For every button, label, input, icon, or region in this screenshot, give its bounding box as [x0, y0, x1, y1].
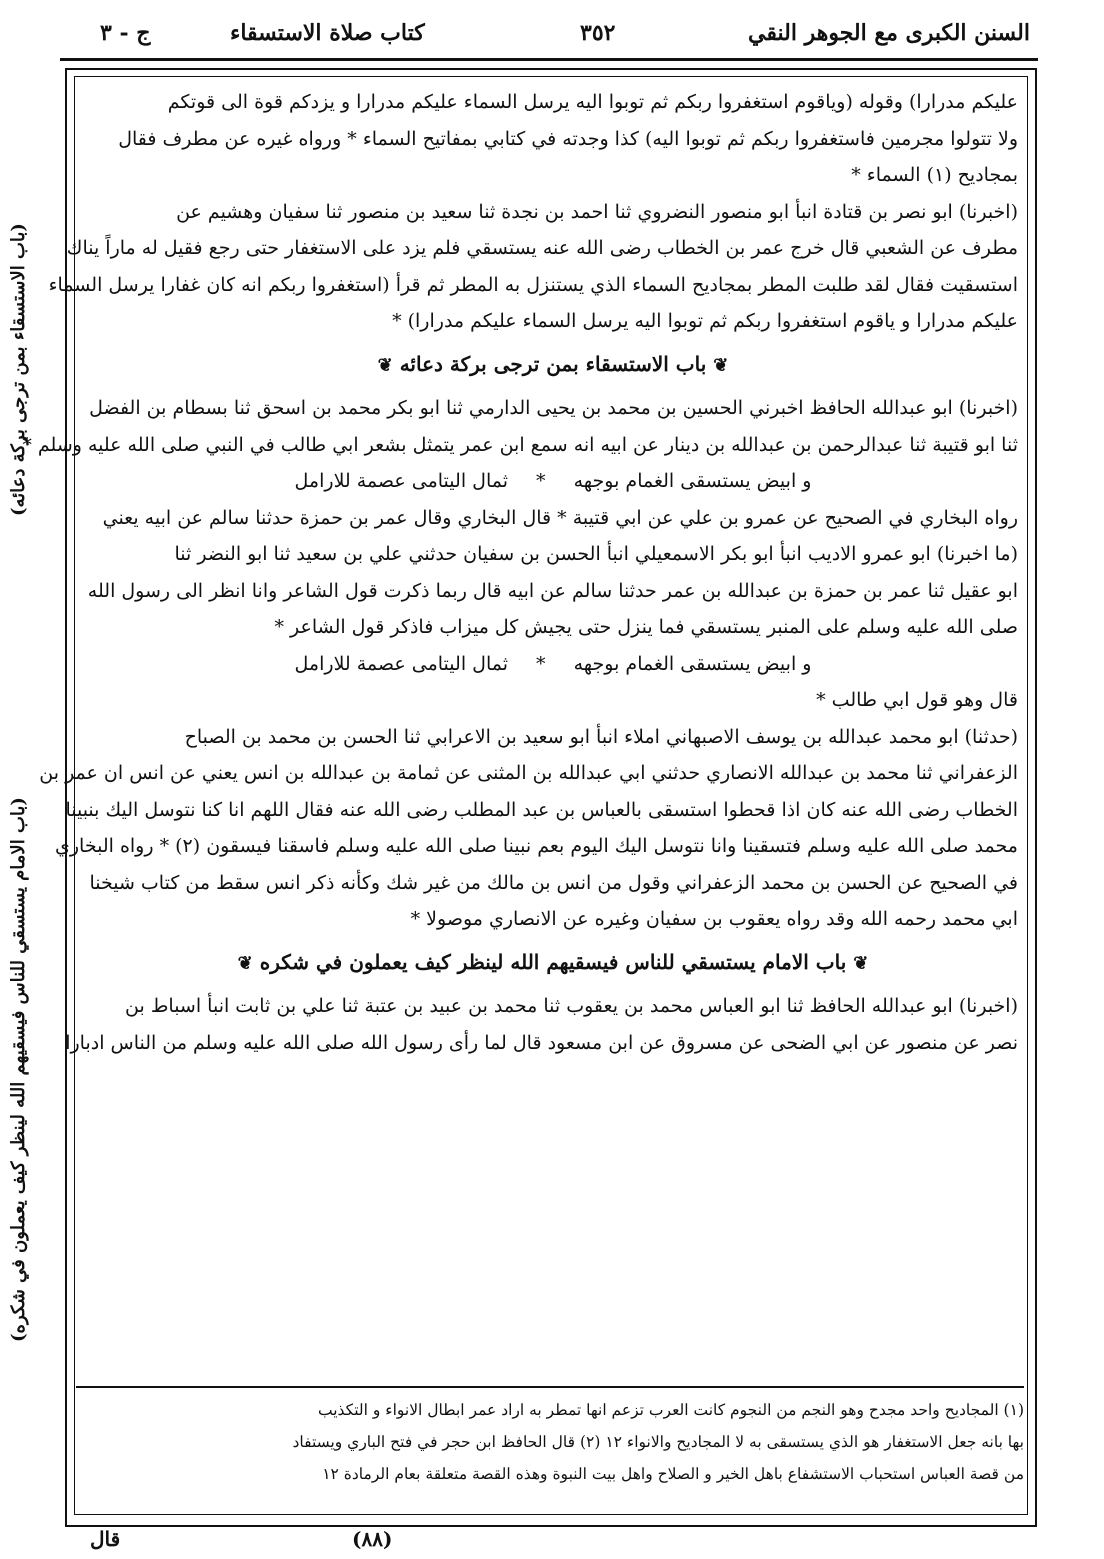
chapter-title: كتاب صلاة الاستسقاء [230, 20, 425, 46]
text-line: قال وهو قول ابي طالب * [816, 689, 1018, 711]
text-line: صلى الله عليه وسلم على المنبر يستسقي فما ينزل حتى يجيش كل ميزاب فاذكر قول الشاعر * [274, 616, 1018, 638]
paragraph [88, 682, 1018, 719]
text-line: استسقيت فقال لقد طلبت المطر بمجاديح السماء الذي يستنزل به المطر ثم قرأ (استغفروا ربكم انه كان غفارا يرسل السماء [48, 273, 1018, 296]
verse-separator: * [536, 652, 546, 675]
ornament-icon: ❦ [853, 952, 869, 974]
footnote-line: من قصة العباس استحباب الاستشفاع باهل الخير و الصلاح واهل بيت النبوة وهذه القصة متعلقة بعام الرمادة ١٢ [322, 1465, 1024, 1483]
running-header [60, 12, 1038, 61]
footer-page-number: (٨٨) [352, 1527, 393, 1551]
text-line: عليكم مدرارا و ياقوم استغفروا ربكم ثم توبوا اليه يرسل السماء عليكم مدرارا) * [392, 310, 1018, 332]
text-line: بمجاديح (١) السماء * [851, 164, 1018, 186]
text-line: ابي محمد رحمه الله وقد رواه يعقوب بن سفيان وغيره عن الانصاري موصولا * [410, 908, 1018, 930]
verse-hemistich-right: و ابيض يستسقى الغمام بوجهه [573, 470, 812, 492]
section-heading [88, 944, 1018, 983]
page-number: ٣٥٢ [580, 20, 616, 46]
text-line: مطرف عن الشعبي قال خرج عمر بن الخطاب رضى الله عنه يستسقي فلم يزد على الاستغفار حتى رجع فقيل له ماراً يناك [66, 237, 1018, 259]
main-text [22, 84, 1018, 1061]
poem-verse [88, 463, 1018, 500]
text-line: (ما اخبرنا) ابو عمرو الاديب انبأ ابو بكر الاسمعيلي انبأ الحسن بن سفيان حدثني علي بن سعيد ثنا ابو النضر ثنا [174, 543, 1018, 565]
text-line: رواه البخاري في الصحيح عن عمرو بن علي عن ابي قتيبة * قال البخاري وقال عمر بن حمزة حدثنا سالم عن ابيه يعني [102, 506, 1018, 529]
text-line: (اخبرنا) ابو عبدالله الحافظ اخبرني الحسين بن محمد بن يحيى الدارمي ثنا ابو بكر محمد بن اسحق ثنا بسطام بن الفضل [89, 397, 1018, 419]
ornament-icon: ❦ [377, 354, 393, 376]
ornament-icon: ❦ [713, 354, 729, 376]
paragraph [88, 500, 1018, 646]
section-heading-text: باب الامام يستسقي للناس فيسقيهم الله لينظر كيف يعملون في شكره [259, 949, 847, 974]
text-line: نصر عن منصور عن ابي الضحى عن مسروق عن ابن مسعود قال لما رأى رسول الله صلى الله عليه وسلم من الناس ادبارا [65, 1031, 1018, 1054]
footnote-line: (١) المجاديح واحد مجدح وهو النجم من النجوم كانت العرب تزعم انها تمطر به اراد عمر ابطال الانواء و التكذيب [318, 1401, 1024, 1419]
text-line: ولا تتولوا مجرمين فاستغفروا ربكم ثم توبوا اليه) كذا وجدته في كتابي بمفاتيح السماء * ورواه غيره عن مطرف فقال [118, 127, 1018, 150]
poem-verse [88, 646, 1018, 683]
ornament-icon: ❦ [237, 952, 253, 974]
verse-hemistich-right: و ابيض يستسقى الغمام بوجهه [573, 652, 812, 675]
footnotes [76, 1386, 1024, 1490]
volume-label: ج - ٣ [100, 20, 151, 46]
text-line: محمد صلى الله عليه وسلم فتسقينا وانا نتوسل اليك اليوم بعم نبينا صلى الله عليه وسلم فاسقنا فيسقون (٢) * رواه البخاري [55, 835, 1018, 857]
text-line: (اخبرنا) ابو عبدالله الحافظ ثنا ابو العباس محمد بن يعقوب ثنا محمد بن عبيد بن عتبة ثنا علي بن ثابت انبأ اسباط بن [125, 995, 1018, 1017]
footnote-line: بها بانه جعل الاستغفار هو الذي يستسقى به لا المجاديح والانواء ١٢ (٢) قال الحافظ ابن حجر في فتح الباري ويستفاد [292, 1433, 1024, 1451]
paragraph [39, 719, 1018, 938]
text-line: عليكم مدرارا) وقوله (وياقوم استغفروا ربكم ثم توبوا اليه يرسل السماء عليكم مدرارا و يزدكم قوة الى قوتكم [167, 91, 1018, 113]
paragraph [65, 988, 1018, 1061]
paragraph [48, 194, 1018, 340]
margin-note-2: (باب الامام يستسقي للناس فيسقيهم الله لينظر كيف يعملون في شكره) [8, 797, 29, 1343]
text-line: ابو عقيل ثنا عمر بن حمزة بن عبدالله بن عمر حدثنا سالم عن ابيه قال ربما ذكرت قول الشاعر وانا انظر الى رسول الله [87, 579, 1018, 602]
paragraph [88, 84, 1018, 194]
margin-note-1: (باب الاستسقاء بمن ترجى بركة دعائه) [8, 223, 29, 517]
section-heading [88, 346, 1018, 385]
text-line: الزعفراني ثنا محمد بن عبدالله الانصاري حدثني ابي عبدالله بن المثنى عن ثمامة بن عبدالله بن انس يعني عن انس ان عمر بن [39, 762, 1018, 784]
section-heading-text: باب الاستسقاء بمن ترجى بركة دعائه [399, 351, 707, 376]
paragraph [22, 390, 1018, 463]
text-line: الخطاب رضى الله عنه كان اذا قحطوا استسقى بالعباس بن عبد المطلب رضى الله عنه فقال اللهم انا كنا نتوسل اليك بنبينا [65, 798, 1018, 821]
text-line: في الصحيح عن الحسن بن محمد الزعفراني وقول من انس بن مالك من غير شك وكأنه ذكر انس سقط من كتاب شيخنا [89, 871, 1018, 894]
text-line: (اخبرنا) ابو نصر بن قتادة انبأ ابو منصور النضروي ثنا احمد بن نجدة ثنا سعيد بن منصور ثنا سفيان وهشيم عن [176, 200, 1018, 223]
verse-separator: * [536, 470, 546, 492]
text-line: (حدثنا) ابو محمد عبدالله بن يوسف الاصبهاني املاء انبأ ابو سعيد بن الاعرابي ثنا الحسن بن محمد بن الصباح [184, 725, 1018, 748]
verse-hemistich-left: ثمال اليتامى عصمة للارامل [294, 470, 508, 492]
verse-hemistich-left: ثمال اليتامى عصمة للارامل [294, 652, 508, 675]
catchword: قال [90, 1527, 121, 1551]
running-title: السنن الكبرى مع الجوهر النقي [748, 20, 1030, 46]
text-line: ثنا ابو قتيبة ثنا عبدالرحمن بن عبدالله بن دينار عن ابيه انه سمع ابن عمر يتمثل بشعر ابي طالب في النبي صلى الله عليه وسلم * [22, 433, 1018, 456]
